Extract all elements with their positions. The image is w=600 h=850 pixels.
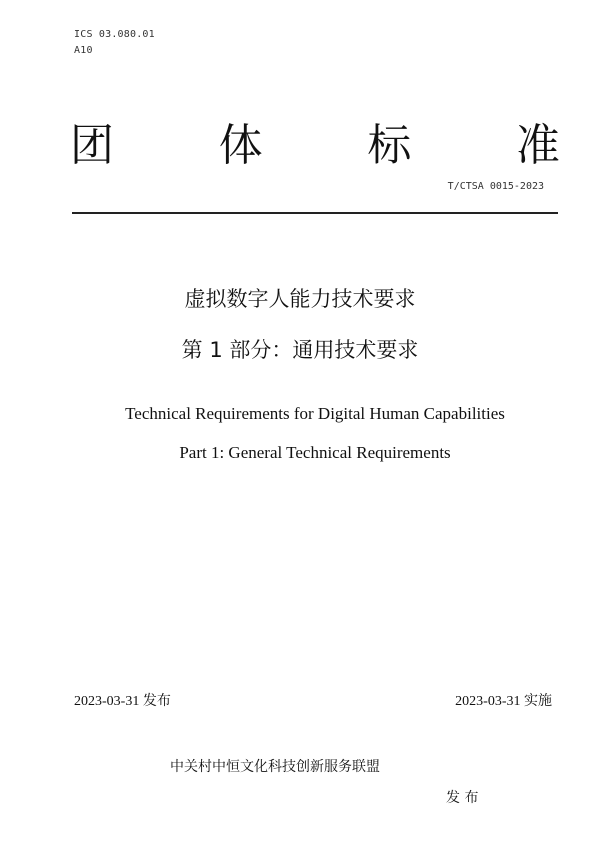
- ics-code: ICS 03.080.01: [74, 29, 155, 40]
- header-divider: [72, 212, 558, 214]
- title-char-3: 标: [367, 120, 412, 171]
- document-number: T/CTSA 0015-2023: [447, 181, 544, 192]
- publisher-name: 中关村中恒文化科技创新服务联盟: [170, 759, 380, 775]
- standard-type-title: [70, 118, 560, 174]
- title-char-2: 体: [218, 120, 263, 171]
- english-title-line-2: Part 1: General Technical Requirements: [179, 443, 451, 462]
- ccs-code: A10: [74, 45, 93, 56]
- implement-date: 2023-03-31 实施: [455, 694, 552, 709]
- title-char-4: 准: [515, 120, 560, 171]
- chinese-title-line-1: 虚拟数字人能力技术要求: [184, 287, 416, 311]
- title-char-1: 团: [70, 120, 114, 171]
- english-title-line-1: Technical Requirements for Digital Human Capabilities: [125, 404, 505, 423]
- publish-action: 发 布: [446, 790, 479, 806]
- chinese-title-line-2: 第 1 部分：通用技术要求: [181, 338, 419, 362]
- publish-date: 2023-03-31 发布: [74, 694, 171, 709]
